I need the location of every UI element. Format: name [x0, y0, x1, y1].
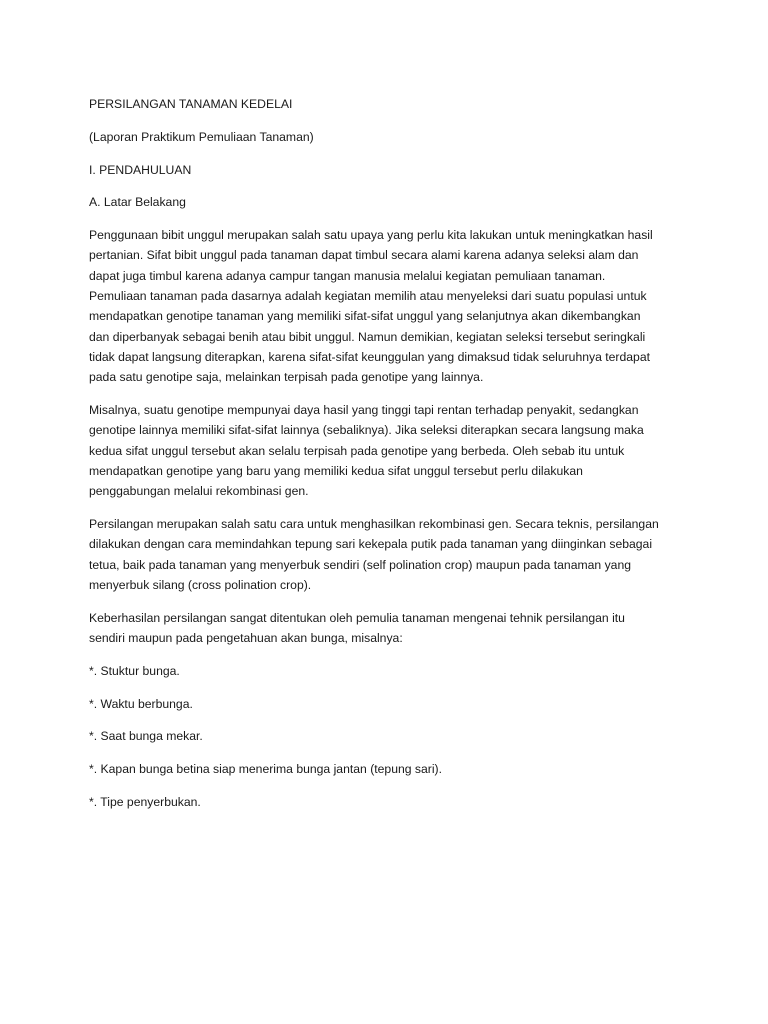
paragraph-line: pertanian. Sifat bibit unggul pada tanaman dapat timbul secara alami karena adanya seleksi alam dan	[89, 248, 639, 263]
list-item: *. Saat bunga mekar.	[89, 729, 203, 744]
paragraph-line: mendapatkan genotipe yang baru yang memiliki kedua sifat unggul tersebut perlu dilakukan	[89, 463, 583, 478]
paragraph-line: tetua, baik pada tanaman yang menyerbuk sendiri (self polination crop) maupun pada tanaman yang	[89, 557, 632, 572]
paragraph-line: Keberhasilan persilangan sangat ditentukan oleh pemulia tanaman mengenai tehnik persilangan itu	[89, 610, 625, 625]
paragraph-line: dapat juga timbul karena adanya campur tangan manusia melalui kegiatan pemuliaan tanaman.	[89, 268, 606, 283]
document-page	[89, 94, 685, 825]
list-item: *. Tipe penyerbukan.	[89, 795, 201, 810]
paragraph-1	[89, 225, 685, 387]
document-subtitle: (Laporan Praktikum Pemuliaan Tanaman)	[89, 129, 314, 144]
paragraph-line: Penggunaan bibit unggul merupakan salah satu upaya yang perlu kita lakukan untuk meningkatkan hasil	[89, 228, 653, 243]
paragraph-line: dan diperbanyak sebagai benih atau bibit unggul. Namun demikian, kegiatan seleksi tersebut seringkali	[89, 329, 646, 344]
list-item: *. Kapan bunga betina siap menerima bunga jantan (tepung sari).	[89, 762, 442, 777]
paragraph-line: tidak dapat langsung diterapkan, karena sifat-sifat keunggulan yang dimaksud tidak seluruhnya terdapat	[89, 349, 650, 364]
paragraph-line: sendiri maupun pada pengetahuan akan bunga, misalnya:	[89, 631, 403, 646]
paragraph-line: pada satu genotipe saja, melainkan terpisah pada genotipe yang lainnya.	[89, 370, 484, 385]
paragraph-2	[89, 400, 685, 501]
subsection-heading: A. Latar Belakang	[89, 195, 186, 210]
list-item: *. Waktu berbunga.	[89, 696, 193, 711]
paragraph-line: dilakukan dengan cara memindahkan tepung sari kekepala putik pada tanaman yang diinginkan sebagai	[89, 537, 653, 552]
paragraph-3	[89, 514, 685, 595]
paragraph-4	[89, 608, 685, 649]
document-title: PERSILANGAN TANAMAN KEDELAI	[89, 97, 293, 111]
list-item: *. Stuktur bunga.	[89, 663, 180, 678]
paragraph-line: Misalnya, suatu genotipe mempunyai daya hasil yang tinggi tapi rentan terhadap penyakit, sedangkan	[89, 403, 639, 418]
paragraph-line: menyerbuk silang (cross polination crop).	[89, 577, 312, 592]
paragraph-line: penggabungan melalui rekombinasi gen.	[89, 484, 309, 499]
paragraph-line: Persilangan merupakan salah satu cara untuk menghasilkan rekombinasi gen. Secara teknis, persilangan	[89, 517, 659, 532]
paragraph-line: kedua sifat unggul tersebut akan selalu terpisah pada genotipe yang berbeda. Oleh sebab itu untuk	[89, 443, 625, 458]
section-heading: I. PENDAHULUAN	[89, 162, 192, 177]
paragraph-line: Pemuliaan tanaman pada dasarnya adalah kegiatan memilih atau menyeleksi dari suatu populasi untuk	[89, 289, 647, 304]
paragraph-line: genotipe lainnya memiliki sifat-sifat lainnya (sebaliknya). Jika seleksi diterapkan secara langsung maka	[89, 423, 644, 438]
paragraph-line: mendapatkan genotipe tanaman yang memiliki sifat-sifat unggul yang selanjutnya akan dikembangkan	[89, 309, 641, 324]
